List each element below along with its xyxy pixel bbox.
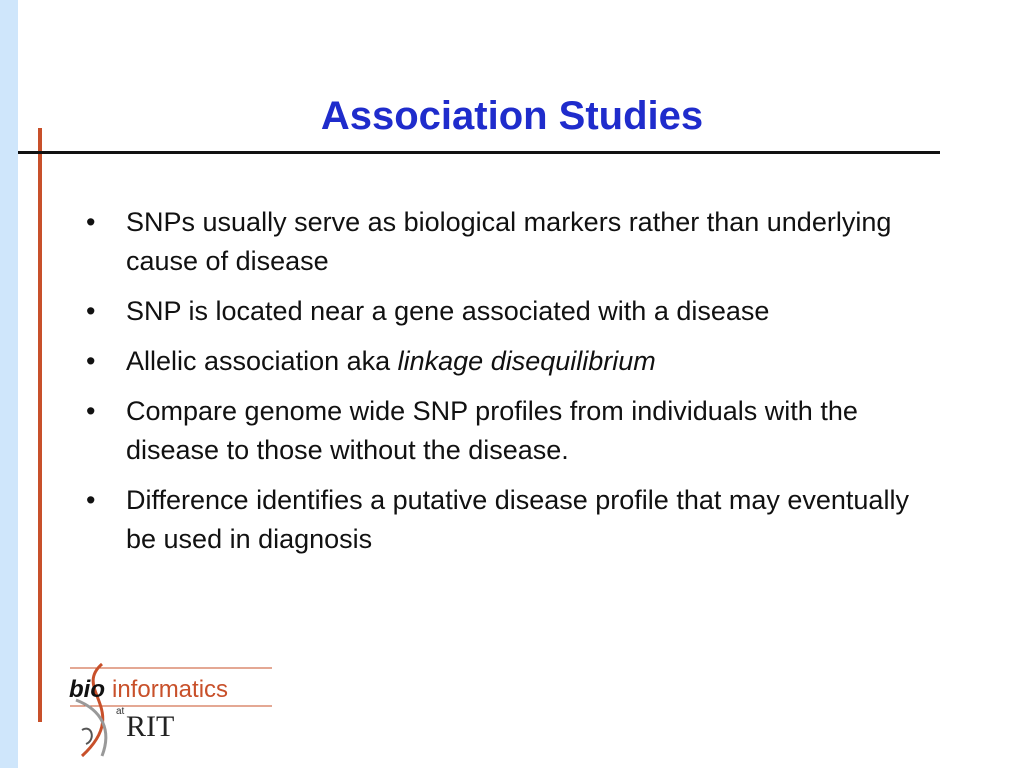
bullet-text: SNPs usually serve as biological markers rather than underlying cause of disease: [126, 207, 892, 276]
logo-bio-text: bio: [69, 676, 105, 703]
bullet-list: [86, 203, 946, 570]
slide-title: Association Studies: [320, 94, 704, 138]
logo-rit-text: RIT: [126, 710, 175, 743]
bullet-glyph: •: [86, 485, 96, 515]
bullet-item: [86, 292, 946, 331]
logo-informatics-text: informatics: [112, 676, 229, 703]
logo-at-text: at: [116, 706, 125, 717]
bullet-text: Allelic association aka: [126, 346, 398, 376]
vertical-accent-rule: [38, 128, 42, 722]
bullet-item: [86, 203, 946, 281]
title-underline: [18, 151, 940, 154]
bullet-glyph: •: [86, 207, 96, 237]
bullet-item: [86, 392, 946, 470]
bullet-glyph: •: [86, 346, 96, 376]
bullet-glyph: •: [86, 296, 96, 326]
bullet-glyph: •: [86, 396, 96, 426]
bullet-text: SNP is located near a gene associated with a disease: [126, 296, 770, 326]
bullet-emphasis: linkage disequilibrium: [397, 346, 656, 376]
bullet-item: [86, 342, 946, 381]
bullet-text: Compare genome wide SNP profiles from individuals with the disease to those without the disease.: [126, 396, 858, 465]
bullet-item: [86, 481, 946, 559]
bullet-text: Difference identifies a putative disease profile that may eventually be used in diagnosis: [126, 485, 909, 554]
bioinformatics-rit-logo: [62, 660, 282, 760]
